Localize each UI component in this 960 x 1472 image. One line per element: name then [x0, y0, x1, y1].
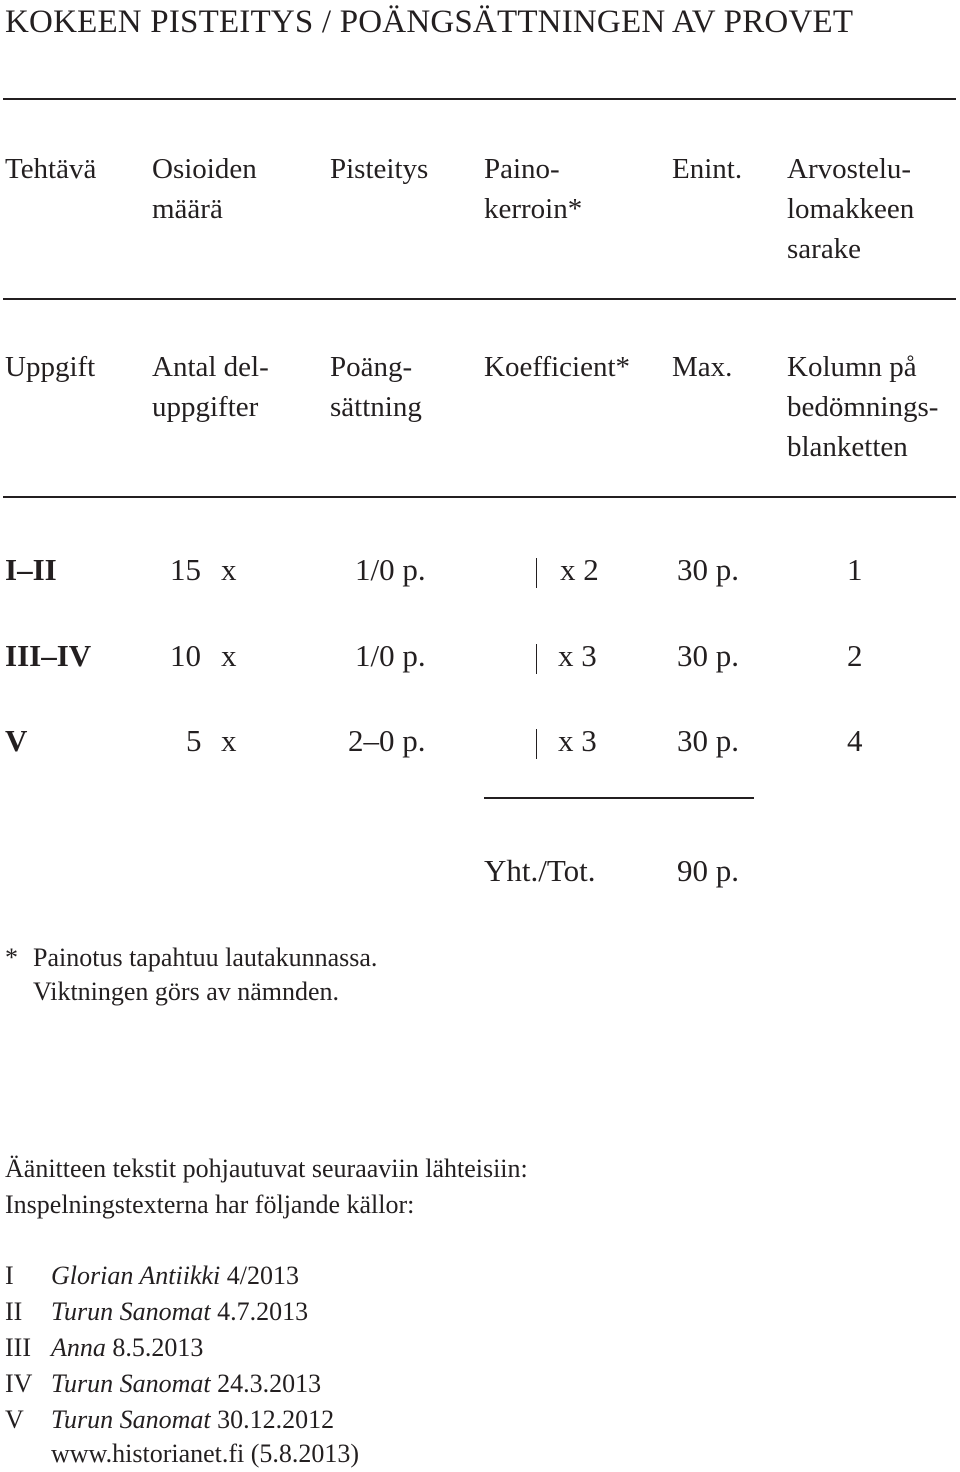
times-sign: x: [221, 552, 237, 587]
divider: [3, 98, 956, 100]
separator-bar: [536, 558, 537, 588]
times-sign: x: [221, 723, 237, 758]
separator-bar: [536, 729, 537, 759]
col-poang: Poäng- sättning: [330, 351, 422, 423]
sources-intro-sv: Inspelningstexterna har följande källor:: [5, 1190, 415, 1219]
col-pisteitys: Pisteitys: [330, 153, 429, 185]
col-koefficient: Koefficient*: [484, 351, 631, 383]
footnote-sv: Viktningen görs av nämnden.: [33, 977, 340, 1006]
list-item: IV Turun Sanomat 24.3.2013: [5, 1369, 322, 1398]
list-item: III Anna 8.5.2013: [5, 1333, 204, 1362]
points: 1/0 p.: [355, 638, 426, 673]
task-number: III–IV: [5, 638, 92, 673]
task-count: 10: [170, 638, 201, 673]
task-count: 15: [170, 552, 201, 587]
coefficient: x 3: [558, 723, 597, 758]
col-osioiden: Osioiden määrä: [152, 153, 257, 225]
form-column: 4: [847, 723, 863, 758]
page-title: KOKEEN PISTEITYS / POÄNGSÄTTNINGEN AV PROVET: [5, 4, 854, 40]
times-sign: x: [221, 638, 237, 673]
sum-line: [484, 797, 754, 799]
col-uppgift: Uppgift: [5, 351, 96, 383]
col-tehtava: Tehtävä: [5, 153, 97, 185]
list-item: V Turun Sanomat 30.12.2012: [5, 1405, 335, 1434]
coefficient: x 3: [558, 638, 597, 673]
footnote-fi: Painotus tapahtuu lautakunnassa.: [33, 943, 378, 972]
divider: [3, 496, 956, 498]
list-item: I Glorian Antiikki 4/2013: [5, 1261, 299, 1290]
sources-intro-fi: Äänitteen tekstit pohjautuvat seuraaviin lähteisiin:: [5, 1154, 528, 1183]
max-points: 30 p.: [677, 552, 739, 587]
task-number: V: [5, 723, 28, 758]
max-points: 30 p.: [677, 638, 739, 673]
max-points: 30 p.: [677, 723, 739, 758]
col-painokerroin: Paino- kerroin*: [484, 153, 583, 225]
col-kolumn: Kolumn på bedömnings- blanketten: [787, 351, 939, 463]
footnote-marker: *: [5, 943, 18, 972]
total-value: 90 p.: [677, 853, 739, 888]
form-column: 2: [847, 638, 863, 673]
divider: [3, 298, 956, 300]
col-arvostelu: Arvostelu- lomakkeen sarake: [787, 153, 915, 265]
col-max: Max.: [672, 351, 733, 383]
list-item: II Turun Sanomat 4.7.2013: [5, 1297, 309, 1326]
task-count: 5: [186, 723, 202, 758]
coefficient: x 2: [560, 552, 599, 587]
col-antal: Antal del- uppgifter: [152, 351, 269, 423]
col-enint: Enint.: [672, 153, 743, 185]
task-number: I–II: [5, 552, 57, 587]
source-url: www.historianet.fi (5.8.2013): [51, 1439, 360, 1468]
form-column: 1: [847, 552, 863, 587]
points: 1/0 p.: [355, 552, 426, 587]
points: 2–0 p.: [348, 723, 426, 758]
total-label: Yht./Tot.: [484, 853, 596, 888]
separator-bar: [536, 644, 537, 674]
